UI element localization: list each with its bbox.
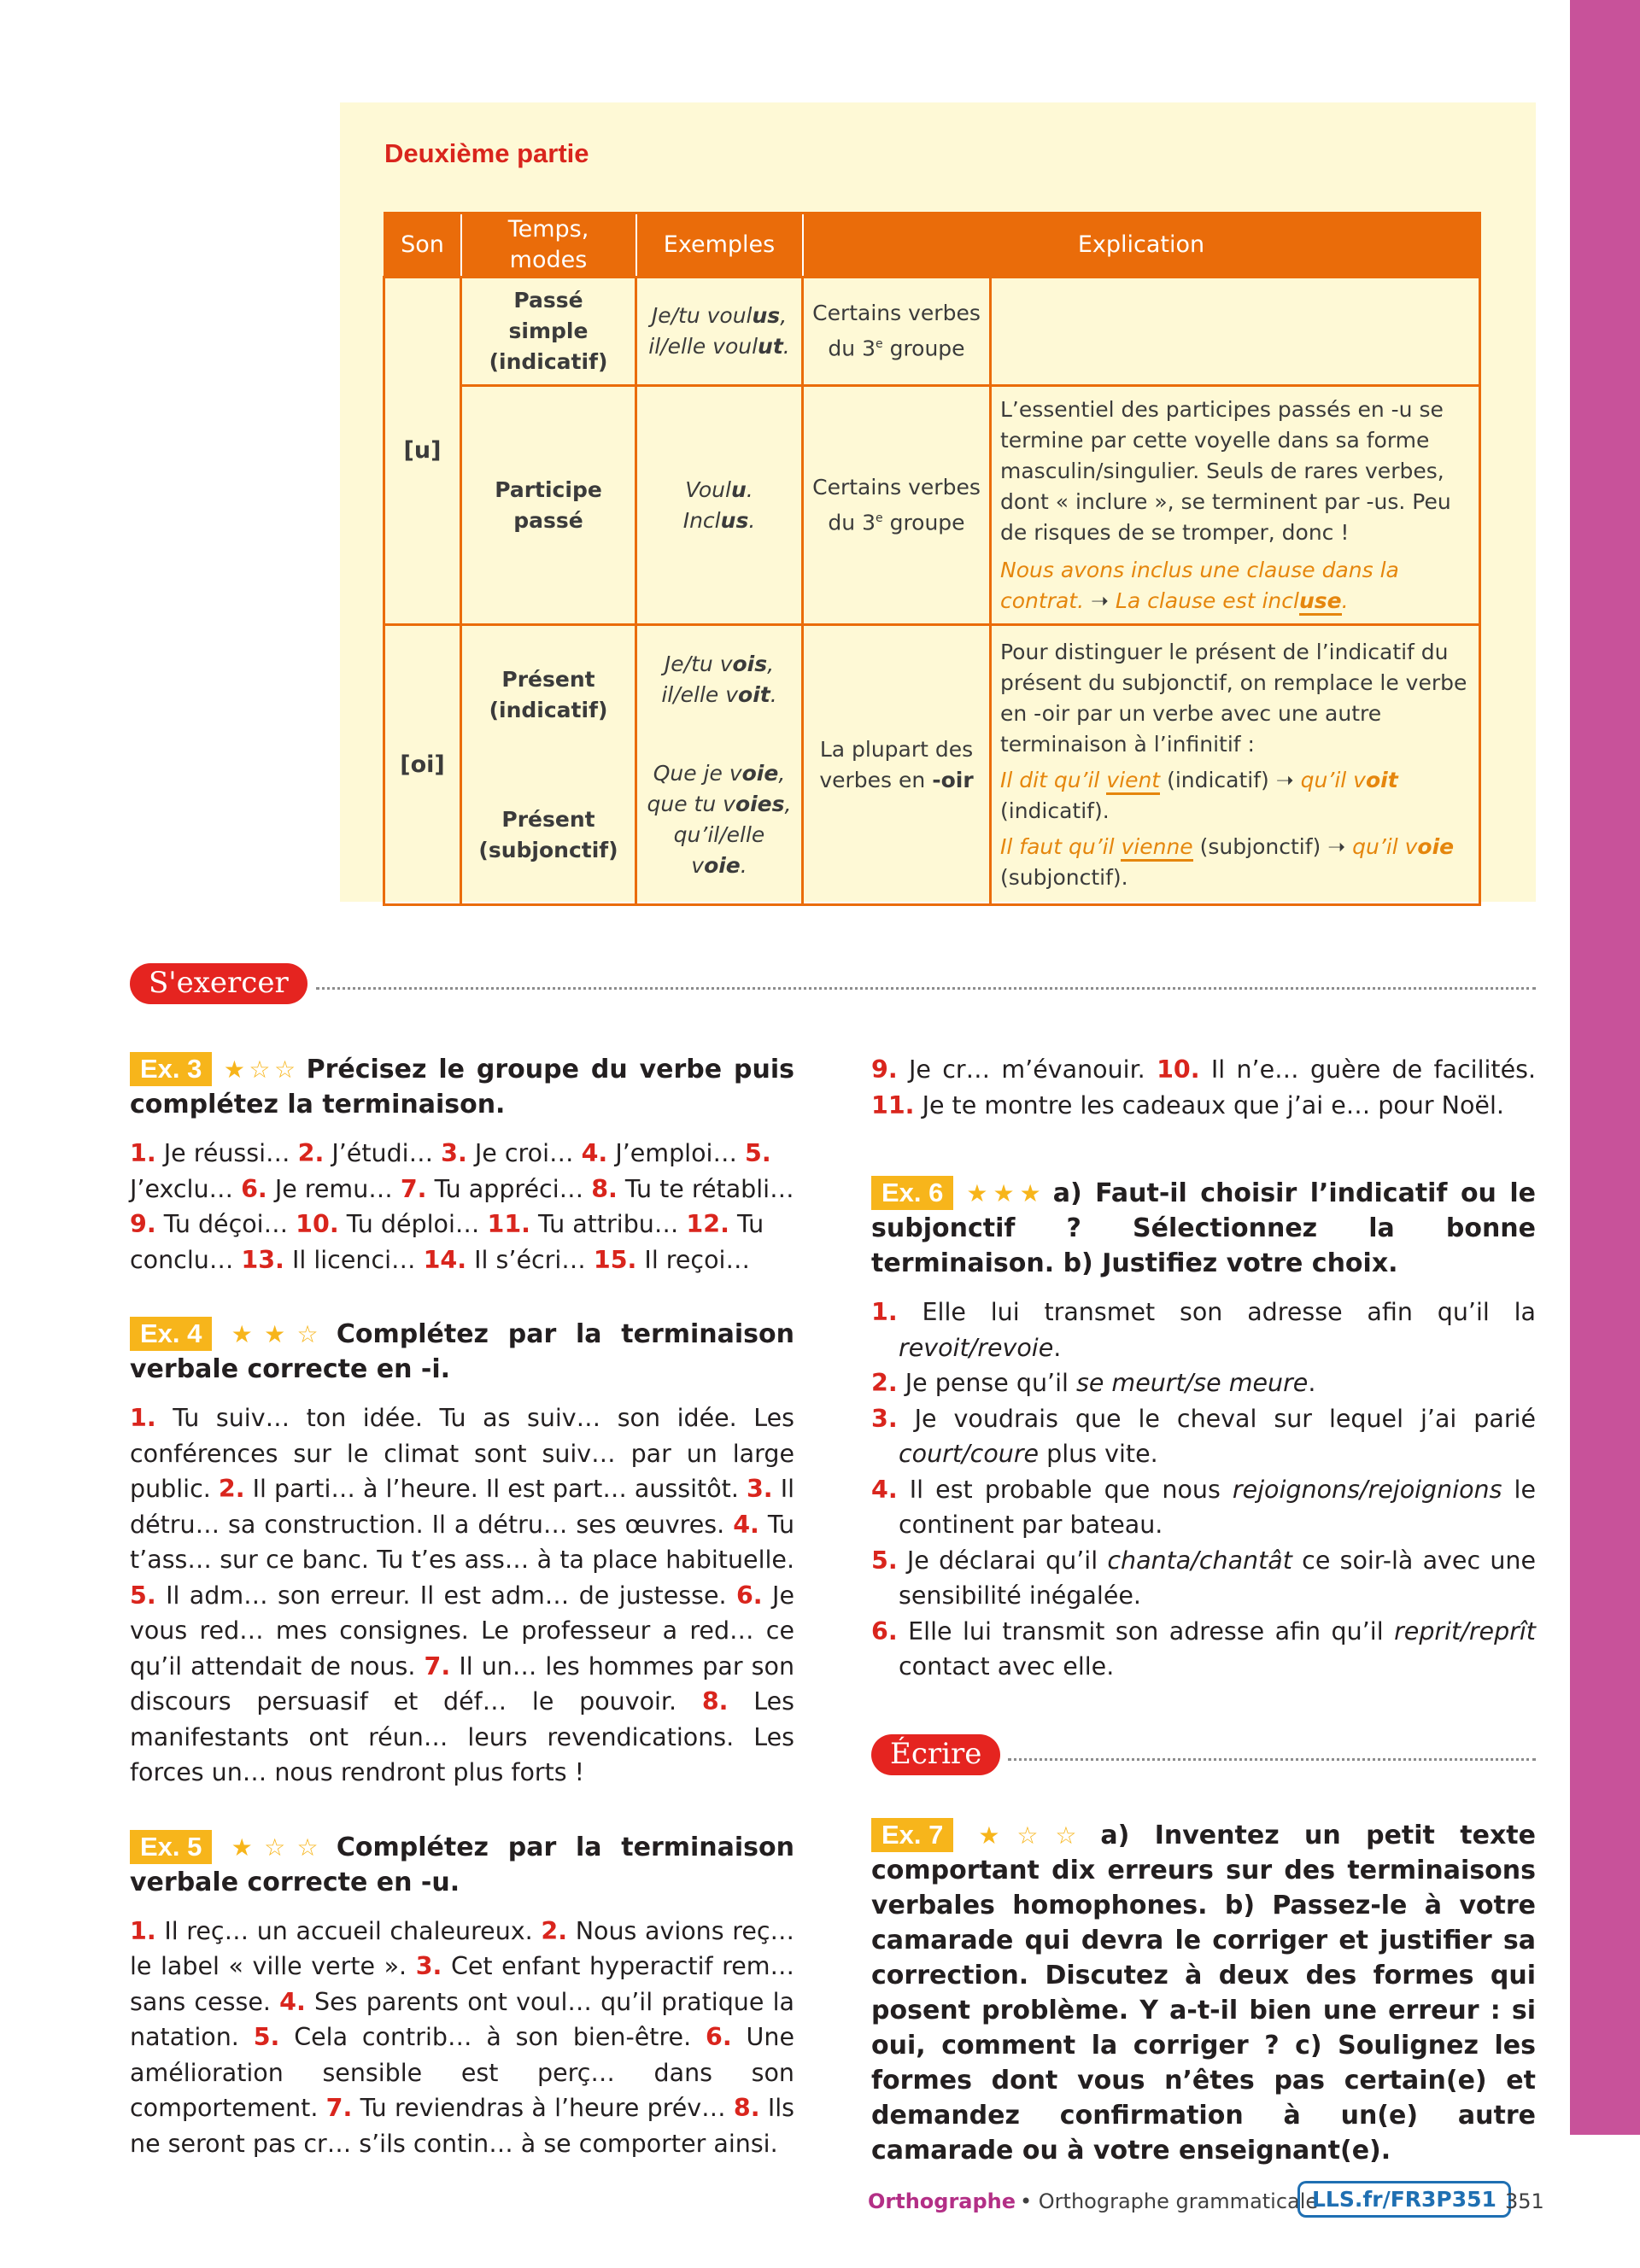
section-write-pill: Écrire: [871, 1734, 1000, 1775]
examples-present: Je/tu vois, il/elle voit. Que je voie, que tu voies, qu’il/elle voie.: [636, 625, 803, 905]
ex5-items-part1: 1. Il reç… un accueil chaleureux. 2. Nous avions reç… le label « ville verte ». 3. Cet enfant hyperactif rem… sans cesse. 4. Ses parents ont voul… qu’il pratique la natation. 5. Cela contrib… à son bien-être. 6. Une amélioration sensible est perç… dans son comportement. 7. Tu reviendras à l’heure prév… 8. Ils ne seront pas cr… s’ils contin… à se comporter ainsi.: [130, 1916, 795, 2158]
ex3-badge: Ex. 3: [130, 1052, 212, 1086]
ex7-heading: Ex. 7 ★☆☆ a) Inventez un petit texte comportant dix erreurs sur des terminaisons verbales homophones. b) Passez-le à votre camarade qui devra le corriger et justifier sa correction. Discutez à deux des formes qui posent problème. Y a-t-il bien une erreur : si oui, comment la corriger ? c) Soulignez les formes dont vous n’êtes pas certain(e) et demandez confirmation à un(e) autre camarade ou à votre enseignant(e).: [871, 1819, 1536, 2166]
group-passe-simple: Certains verbes du 3e groupe: [803, 278, 991, 386]
explanation-present: Pour distinguer le présent de l’indicatif du présent du subjonctif, on remplace le verbe en -oir par un verbe avec une autre terminaison à l’infinitif : Il dit qu’il vient (indicatif) ➝ qu’il voit (indicatif). Il faut qu’il vienne (subjonctif) ➝ qu’il voie (subjonctif).: [991, 625, 1480, 905]
write-section-header: [871, 1734, 1536, 1779]
difficulty-stars-icon: ★★★: [962, 1179, 1046, 1207]
header-modes: Temps, modes: [461, 213, 636, 278]
right-column: [871, 1052, 1536, 2168]
explanation-empty: [991, 278, 1480, 386]
sound-table: [383, 212, 1481, 906]
ex4-items: 1. Tu suiv… ton idée. Tu as suiv… son idée. Les conférences sur le climat sont suiv… par un large public. 2. Il parti… à l’heure. Il est part… aussitôt. 3. Il détru… sa construction. Il a détru… ses œuvres. 4. Tu t’ass… sur ce banc. Tu t’es ass… à ta place habituelle. 5. Il adm… son erreur. Il est adm… de justesse. 6. Je vous red… mes consignes. Le professeur a red… ce qu’il attendait de nous. 7. Il un… les hommes par son discours persuasif et déf… le pouvoir. 8. Les manifestants ont réun… leurs revendications. Les forces un… nous rendront plus forts !: [130, 1404, 795, 1786]
group-participe-passe: Certains verbes du 3e groupe: [803, 386, 991, 625]
section-divider: [316, 987, 1536, 990]
explanation-participe: L’essentiel des participes passés en -u se termine par cette voyelle dans sa forme masculin/singulier. Seuls de rares verbes, dont « inclure », se terminent par -us. Peu de risques de se tromper, donc ! Nous avons inclus une clause dans la contrat. ➝ La clause est incluse.: [991, 386, 1480, 625]
ex3-items: 1. Je réussi… 2. J’étudi… 3. Je croi… 4. J’emploi… 5. J’exclu… 6. Je remu… 7. Tu appréci… 8. Tu te rétabli… 9. Tu déçoi… 10. Tu déploi… 11. Tu attribu… 12. Tu conclu… 13. Il licenci… 14. Il s’écri… 15. Il reçoi…: [130, 1139, 794, 1274]
footer-subsection: • Orthographe grammaticale: [1020, 2189, 1319, 2213]
left-column: [130, 1052, 794, 2161]
ex4-badge: Ex. 4: [130, 1317, 212, 1351]
ex7-badge: Ex. 7: [871, 1818, 953, 1852]
ex3-heading: Ex. 3 ★☆☆ Précisez le groupe du verbe puis complétez la terminaison.: [130, 1054, 795, 1119]
ex5-badge: Ex. 5: [130, 1830, 212, 1864]
ex6-items: 1. Elle lui transmet son adresse afin qu’il la revoit/revoie. 2. Je pense qu’il se meurt/se meure. 3. Je voudrais que le cheval sur lequel j’ai parié court/coure plus vite. 4. Il est probable que nous rejoignons/rejoignions le continent par bateau. 5. Je déclarai qu’il chanta/chantât ce soir-là avec une sensibilité inégalée. 6. Elle lui transmit son adresse afin qu’il reprit/reprît contact avec elle.: [871, 1298, 1537, 1681]
difficulty-stars-icon: ★☆☆: [962, 1821, 1094, 1850]
section-practice-pill: S'exercer: [130, 963, 308, 1004]
ex5-items-part2: 9. Je cr… m’évanouir. 10. Il n’e… guère de facilités. 11. Je te montre les cadeaux que j’ai e… pour Noël.: [871, 1055, 1537, 1119]
difficulty-stars-icon: ★☆☆: [220, 1055, 300, 1084]
group-oir: La plupart des verbes en -oir: [803, 625, 991, 905]
section-divider: [1008, 1758, 1536, 1761]
chapter-color-tab: [1570, 0, 1640, 2135]
sound-oi: [oi]: [384, 625, 461, 905]
summary-panel: [340, 102, 1536, 902]
mode-passe-simple: Passé simple (indicatif): [461, 278, 636, 386]
mode-participe-passe: Participe passé: [461, 386, 636, 625]
header-explication: Explication: [803, 213, 1480, 278]
ex6-heading: Ex. 6 ★★★ a) Faut-il choisir l’indicatif ou le subjonctif ? Sélectionnez la bonne terminaison. b) Justifiez votre choix.: [871, 1178, 1536, 1278]
footer-resource-link[interactable]: LLS.fr/FR3P351: [1297, 2181, 1511, 2218]
ex4-heading: Ex. 4 ★★☆ Complétez par la terminaison verbale correcte en -i.: [130, 1318, 795, 1384]
header-exemples: Exemples: [636, 213, 803, 278]
sound-u: [u]: [384, 278, 461, 625]
modes-present: Présent (indicatif) Présent (subjonctif): [461, 625, 636, 905]
page-number: 351: [1505, 2189, 1544, 2213]
examples-passe-simple: Je/tu voulus, il/elle voulut.: [636, 278, 803, 386]
examples-participe-passe: Voulu. Inclus.: [636, 386, 803, 625]
part-title: Deuxième partie: [384, 138, 589, 168]
difficulty-stars-icon: ★★☆: [220, 1320, 330, 1348]
ex6-badge: Ex. 6: [871, 1176, 953, 1210]
header-son: Son: [384, 213, 461, 278]
footer-section: Orthographe: [868, 2189, 1016, 2213]
ex5-heading: Ex. 5 ★☆☆ Complétez par la terminaison verbale correcte en -u.: [130, 1831, 795, 1897]
difficulty-stars-icon: ★☆☆: [220, 1833, 330, 1862]
